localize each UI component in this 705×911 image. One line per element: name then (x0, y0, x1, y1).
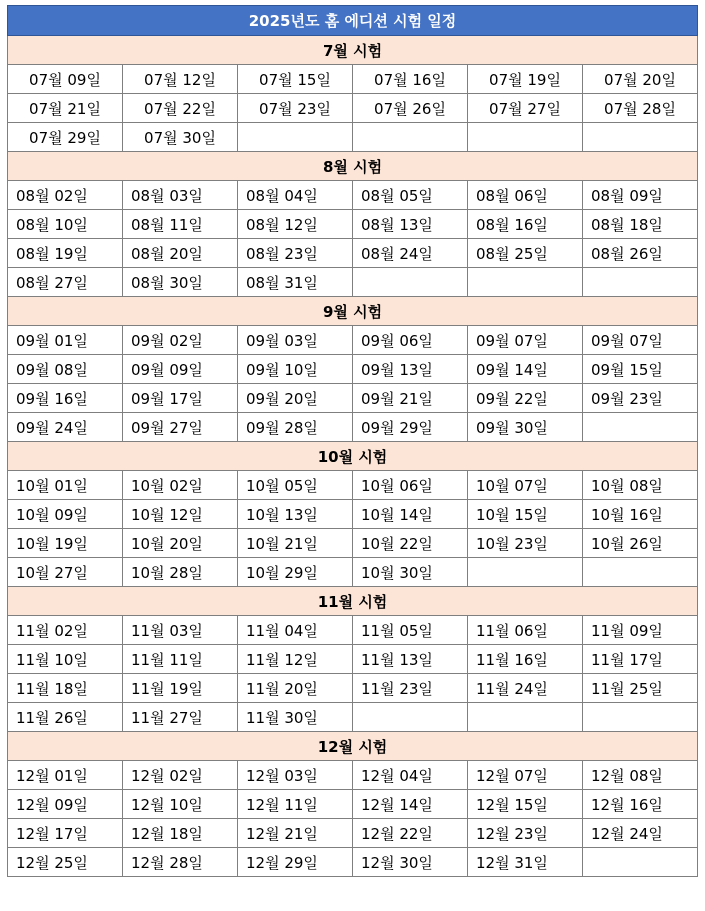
exam-date-cell: 08월 26일 (583, 239, 698, 268)
exam-date-cell: 08월 27일 (8, 268, 123, 297)
exam-date-cell: 12월 21일 (238, 819, 353, 848)
schedule-title: 2025년도 홈 에디션 시험 일정 (8, 6, 698, 36)
date-row (8, 761, 698, 790)
exam-date-cell: 10월 05일 (238, 471, 353, 500)
exam-date-cell: 07월 30일 (123, 123, 238, 152)
empty-cell (583, 703, 698, 732)
exam-date-cell: 10월 23일 (468, 529, 583, 558)
exam-date-cell: 11월 23일 (353, 674, 468, 703)
month-header-row (8, 442, 698, 471)
date-row (8, 819, 698, 848)
date-row (8, 848, 698, 877)
exam-date-cell: 08월 25일 (468, 239, 583, 268)
exam-date-cell: 10월 15일 (468, 500, 583, 529)
exam-date-cell: 10월 29일 (238, 558, 353, 587)
exam-date-cell: 08월 18일 (583, 210, 698, 239)
exam-date-cell: 11월 20일 (238, 674, 353, 703)
exam-date-cell: 07월 21일 (8, 94, 123, 123)
date-row (8, 384, 698, 413)
exam-date-cell: 11월 10일 (8, 645, 123, 674)
exam-date-cell: 08월 13일 (353, 210, 468, 239)
exam-date-cell: 07월 09일 (8, 65, 123, 94)
exam-date-cell: 10월 21일 (238, 529, 353, 558)
exam-date-cell: 12월 18일 (123, 819, 238, 848)
date-row (8, 239, 698, 268)
exam-date-cell: 08월 31일 (238, 268, 353, 297)
exam-date-cell: 10월 26일 (583, 529, 698, 558)
exam-date-cell: 10월 09일 (8, 500, 123, 529)
exam-date-cell: 12월 31일 (468, 848, 583, 877)
exam-date-cell: 11월 02일 (8, 616, 123, 645)
exam-date-cell: 10월 30일 (353, 558, 468, 587)
exam-date-cell: 08월 16일 (468, 210, 583, 239)
exam-date-cell: 09월 07일 (583, 326, 698, 355)
exam-date-cell: 12월 15일 (468, 790, 583, 819)
exam-date-cell: 10월 08일 (583, 471, 698, 500)
exam-date-cell: 07월 22일 (123, 94, 238, 123)
month-header-row (8, 36, 698, 65)
exam-date-cell: 12월 10일 (123, 790, 238, 819)
exam-date-cell: 09월 28일 (238, 413, 353, 442)
empty-cell (583, 123, 698, 152)
exam-date-cell: 12월 29일 (238, 848, 353, 877)
month-heading: 10월 시험 (8, 442, 698, 471)
exam-date-cell: 12월 08일 (583, 761, 698, 790)
exam-date-cell: 11월 25일 (583, 674, 698, 703)
exam-date-cell: 07월 23일 (238, 94, 353, 123)
date-row (8, 65, 698, 94)
empty-cell (583, 558, 698, 587)
exam-date-cell: 12월 02일 (123, 761, 238, 790)
exam-date-cell: 09월 15일 (583, 355, 698, 384)
exam-date-cell: 10월 28일 (123, 558, 238, 587)
date-row (8, 703, 698, 732)
exam-date-cell: 09월 06일 (353, 326, 468, 355)
date-row (8, 326, 698, 355)
date-row (8, 645, 698, 674)
exam-date-cell: 10월 06일 (353, 471, 468, 500)
exam-date-cell: 10월 20일 (123, 529, 238, 558)
exam-date-cell: 12월 03일 (238, 761, 353, 790)
exam-date-cell: 09월 22일 (468, 384, 583, 413)
exam-date-cell: 11월 17일 (583, 645, 698, 674)
exam-date-cell: 07월 26일 (353, 94, 468, 123)
exam-date-cell: 11월 19일 (123, 674, 238, 703)
exam-date-cell: 12월 25일 (8, 848, 123, 877)
date-row (8, 616, 698, 645)
date-row (8, 413, 698, 442)
exam-date-cell: 09월 09일 (123, 355, 238, 384)
date-row (8, 529, 698, 558)
exam-date-cell: 11월 06일 (468, 616, 583, 645)
exam-date-cell: 07월 12일 (123, 65, 238, 94)
exam-date-cell: 11월 24일 (468, 674, 583, 703)
exam-date-cell: 12월 22일 (353, 819, 468, 848)
exam-date-cell: 09월 16일 (8, 384, 123, 413)
exam-date-cell: 07월 28일 (583, 94, 698, 123)
date-row (8, 268, 698, 297)
date-row (8, 471, 698, 500)
exam-date-cell: 12월 04일 (353, 761, 468, 790)
date-row (8, 94, 698, 123)
month-header-row (8, 587, 698, 616)
exam-date-cell: 09월 27일 (123, 413, 238, 442)
empty-cell (583, 268, 698, 297)
exam-date-cell: 08월 19일 (8, 239, 123, 268)
exam-date-cell: 08월 20일 (123, 239, 238, 268)
exam-date-cell: 12월 28일 (123, 848, 238, 877)
exam-date-cell: 11월 13일 (353, 645, 468, 674)
exam-date-cell: 09월 29일 (353, 413, 468, 442)
exam-date-cell: 09월 14일 (468, 355, 583, 384)
empty-cell (238, 123, 353, 152)
exam-date-cell: 10월 01일 (8, 471, 123, 500)
title-row (8, 6, 698, 36)
exam-date-cell: 09월 02일 (123, 326, 238, 355)
exam-date-cell: 11월 16일 (468, 645, 583, 674)
exam-date-cell: 10월 19일 (8, 529, 123, 558)
empty-cell (353, 268, 468, 297)
exam-date-cell: 12월 01일 (8, 761, 123, 790)
exam-date-cell: 09월 13일 (353, 355, 468, 384)
date-row (8, 123, 698, 152)
exam-date-cell: 10월 14일 (353, 500, 468, 529)
exam-date-cell: 10월 13일 (238, 500, 353, 529)
exam-date-cell: 11월 03일 (123, 616, 238, 645)
date-row (8, 674, 698, 703)
exam-date-cell: 10월 07일 (468, 471, 583, 500)
empty-cell (468, 558, 583, 587)
exam-date-cell: 11월 05일 (353, 616, 468, 645)
exam-date-cell: 12월 16일 (583, 790, 698, 819)
exam-date-cell: 09월 21일 (353, 384, 468, 413)
empty-cell (583, 848, 698, 877)
month-header-row (8, 152, 698, 181)
date-row (8, 355, 698, 384)
exam-date-cell: 12월 14일 (353, 790, 468, 819)
exam-date-cell: 07월 19일 (468, 65, 583, 94)
month-heading: 11월 시험 (8, 587, 698, 616)
exam-date-cell: 08월 03일 (123, 181, 238, 210)
exam-date-cell: 11월 26일 (8, 703, 123, 732)
exam-date-cell: 09월 20일 (238, 384, 353, 413)
date-row (8, 500, 698, 529)
exam-date-cell: 12월 17일 (8, 819, 123, 848)
exam-date-cell: 07월 16일 (353, 65, 468, 94)
exam-date-cell: 12월 07일 (468, 761, 583, 790)
date-row (8, 181, 698, 210)
exam-date-cell: 09월 10일 (238, 355, 353, 384)
exam-date-cell: 09월 17일 (123, 384, 238, 413)
exam-date-cell: 09월 07일 (468, 326, 583, 355)
exam-date-cell: 11월 12일 (238, 645, 353, 674)
date-row (8, 790, 698, 819)
exam-date-cell: 11월 30일 (238, 703, 353, 732)
exam-date-cell: 08월 05일 (353, 181, 468, 210)
exam-date-cell: 08월 02일 (8, 181, 123, 210)
empty-cell (468, 123, 583, 152)
exam-date-cell: 09월 23일 (583, 384, 698, 413)
exam-date-cell: 07월 15일 (238, 65, 353, 94)
month-heading: 9월 시험 (8, 297, 698, 326)
exam-date-cell: 07월 20일 (583, 65, 698, 94)
exam-date-cell: 09월 03일 (238, 326, 353, 355)
exam-schedule-table (7, 5, 698, 877)
date-row (8, 558, 698, 587)
exam-date-cell: 09월 01일 (8, 326, 123, 355)
exam-date-cell: 10월 12일 (123, 500, 238, 529)
exam-date-cell: 10월 27일 (8, 558, 123, 587)
empty-cell (468, 703, 583, 732)
exam-date-cell: 11월 11일 (123, 645, 238, 674)
month-header-row (8, 732, 698, 761)
exam-date-cell: 12월 11일 (238, 790, 353, 819)
empty-cell (583, 413, 698, 442)
exam-date-cell: 10월 22일 (353, 529, 468, 558)
month-heading: 12월 시험 (8, 732, 698, 761)
month-heading: 7월 시험 (8, 36, 698, 65)
exam-date-cell: 10월 02일 (123, 471, 238, 500)
exam-date-cell: 08월 09일 (583, 181, 698, 210)
exam-date-cell: 11월 18일 (8, 674, 123, 703)
exam-date-cell: 12월 24일 (583, 819, 698, 848)
exam-date-cell: 08월 06일 (468, 181, 583, 210)
exam-date-cell: 08월 30일 (123, 268, 238, 297)
exam-date-cell: 07월 27일 (468, 94, 583, 123)
empty-cell (353, 123, 468, 152)
exam-date-cell: 08월 12일 (238, 210, 353, 239)
empty-cell (468, 268, 583, 297)
exam-date-cell: 08월 23일 (238, 239, 353, 268)
month-heading: 8월 시험 (8, 152, 698, 181)
exam-date-cell: 09월 24일 (8, 413, 123, 442)
exam-date-cell: 11월 09일 (583, 616, 698, 645)
exam-date-cell: 08월 10일 (8, 210, 123, 239)
exam-date-cell: 12월 23일 (468, 819, 583, 848)
exam-date-cell: 11월 04일 (238, 616, 353, 645)
exam-date-cell: 11월 27일 (123, 703, 238, 732)
exam-date-cell: 08월 11일 (123, 210, 238, 239)
exam-date-cell: 08월 24일 (353, 239, 468, 268)
exam-date-cell: 08월 04일 (238, 181, 353, 210)
exam-date-cell: 12월 30일 (353, 848, 468, 877)
exam-date-cell: 09월 08일 (8, 355, 123, 384)
month-header-row (8, 297, 698, 326)
exam-date-cell: 10월 16일 (583, 500, 698, 529)
exam-date-cell: 12월 09일 (8, 790, 123, 819)
empty-cell (353, 703, 468, 732)
date-row (8, 210, 698, 239)
exam-date-cell: 09월 30일 (468, 413, 583, 442)
exam-date-cell: 07월 29일 (8, 123, 123, 152)
